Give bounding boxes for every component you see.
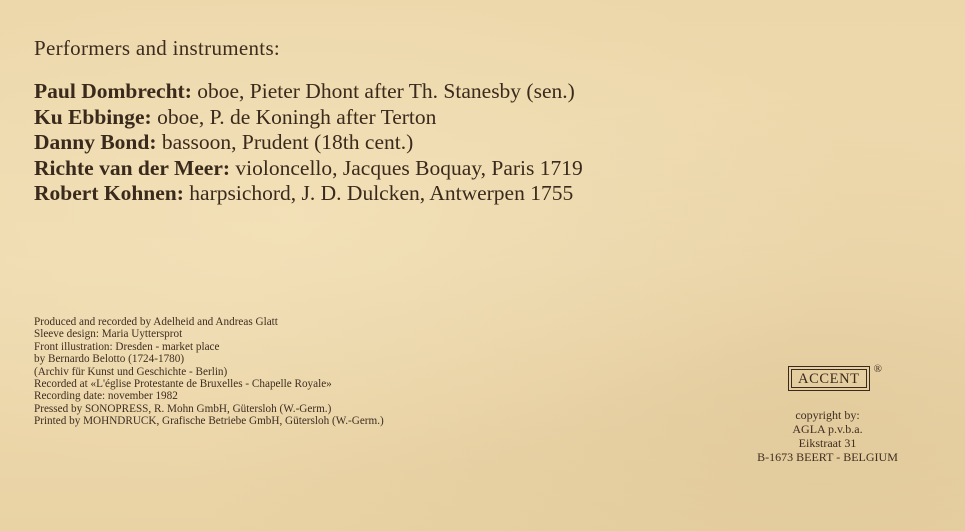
- credit-line: by Bernardo Belotto (1724-1780): [34, 353, 185, 366]
- performer-name: Paul Dombrecht:: [34, 79, 192, 103]
- performer-instrument: oboe, Pieter Dhont after Th. Stanesby (sen.): [191, 79, 575, 103]
- logo-frame: [788, 366, 870, 391]
- credit-line: Recording date: november 1982: [34, 390, 178, 403]
- credit-line: Front illustration: Dresden - market place: [34, 340, 220, 353]
- credit-line: Produced and recorded by Adelheid and Andreas Glatt: [34, 316, 278, 328]
- performer-line: [34, 79, 583, 105]
- performer-instrument: harpsichord, J. D. Dulcken, Antwerpen 1755: [183, 181, 574, 205]
- performer-name: Danny Bond:: [34, 130, 157, 154]
- registered-mark: ®: [873, 363, 882, 375]
- credit-line: (Archiv für Kunst und Geschichte - Berlin): [34, 365, 228, 378]
- performers-list: [34, 79, 583, 207]
- performer-name: Robert Kohnen:: [34, 181, 184, 205]
- credit-line: Sleeve design: Maria Uyttersprot: [34, 328, 183, 341]
- copyright-line: copyright by:: [795, 408, 860, 422]
- performer-line: [34, 105, 583, 131]
- copyright-line: B-1673 BEERT - BELGIUM: [757, 450, 898, 464]
- performer-line: [34, 130, 583, 156]
- performer-line: [34, 156, 583, 182]
- copyright-line: AGLA p.v.b.a.: [792, 422, 863, 436]
- performers-heading: Performers and instruments:: [34, 36, 281, 60]
- credit-line: Pressed by SONOPRESS, R. Mohn GmbH, Gütersloh (W.-Germ.): [34, 402, 332, 415]
- performer-instrument: bassoon, Prudent (18th cent.): [156, 130, 414, 154]
- performer-name: Richte van der Meer:: [34, 155, 231, 180]
- copyright-block: [725, 408, 930, 464]
- logo-text: ACCENT: [791, 369, 867, 388]
- performer-instrument: oboe, P. de Koningh after Terton: [151, 104, 437, 129]
- credit-line: Recorded at «L'église Protestante de Bruxelles - Chapelle Royale»: [34, 378, 332, 391]
- performer-instrument: violoncello, Jacques Boquay, Paris 1719: [230, 155, 583, 180]
- copyright-line: Eikstraat 31: [798, 436, 857, 450]
- credit-line: Printed by MOHNDRUCK, Grafische Betriebe GmbH, Gütersloh (W.-Germ.): [34, 415, 384, 428]
- performer-line: [34, 181, 583, 207]
- performer-name: Ku Ebbinge:: [34, 104, 152, 129]
- accent-logo: [788, 363, 882, 391]
- production-credits: [34, 316, 384, 428]
